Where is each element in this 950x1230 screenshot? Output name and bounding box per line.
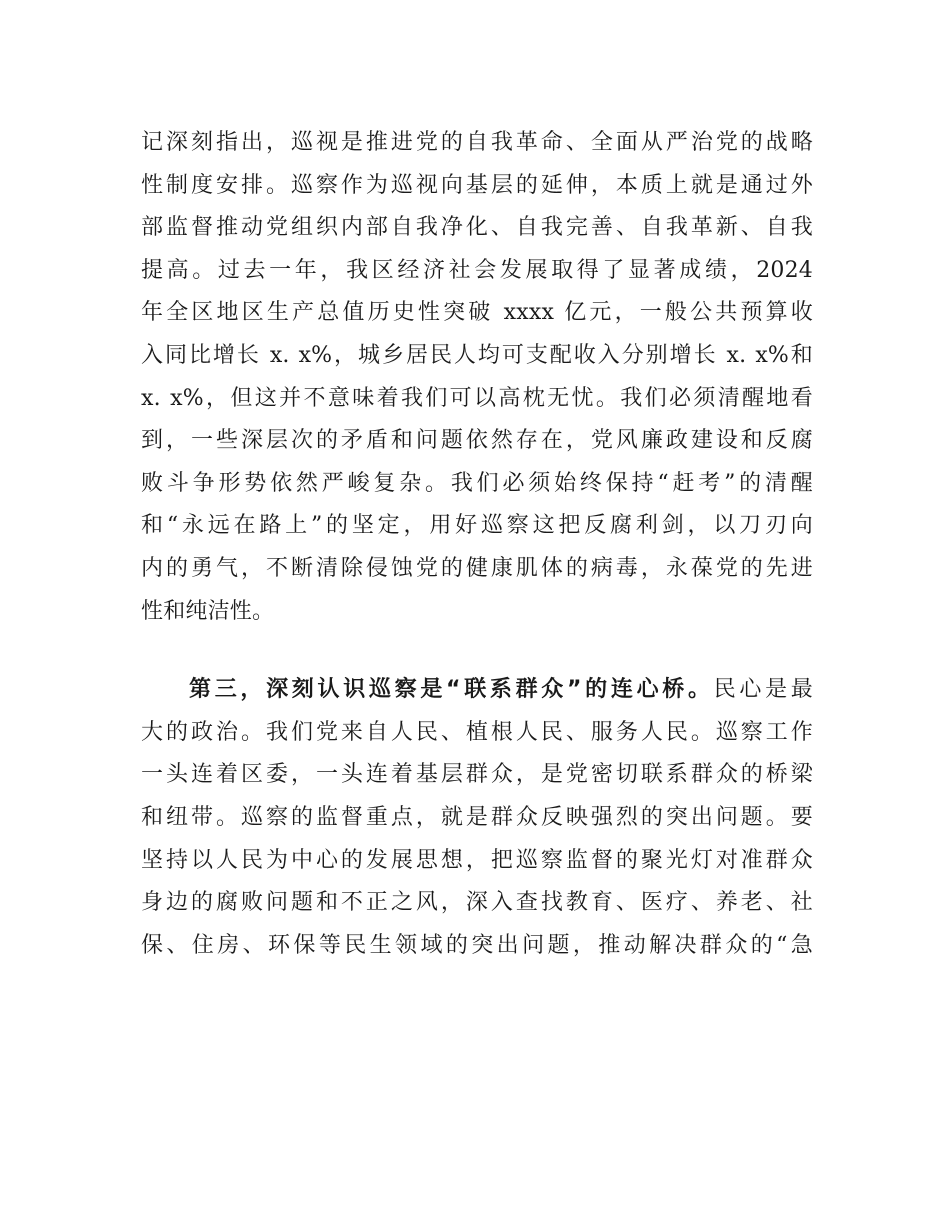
text-line: 记深刻指出，巡视是推进党的自我革命、全面从严治党的战略 bbox=[141, 130, 813, 155]
text-line: 身边的腐败问题和不正之风，深入查找教育、医疗、养老、社 bbox=[141, 890, 813, 916]
text-line-rest: 民心是最 bbox=[713, 677, 813, 703]
text-line: 大的政治。我们党来自人民、植根人民、服务人民。巡察工作 bbox=[141, 719, 813, 745]
text-line: 到，一些深层次的矛盾和问题依然存在，党风廉政建设和反腐 bbox=[141, 428, 813, 454]
text-line: 性和纯洁性。 bbox=[141, 598, 275, 624]
text-line: 年全区地区生产总值历史性突破 xxxx 亿元，一般公共预算收 bbox=[141, 300, 813, 326]
paragraph-first-line bbox=[141, 669, 813, 712]
paragraph-2 bbox=[141, 669, 813, 967]
text-line: x. x%，但这并不意味着我们可以高枕无忧。我们必须清醒地看 bbox=[141, 385, 813, 411]
text-line: 入同比增长 x. x%，城乡居民人均可支配收入分别增长 x. x%和 bbox=[141, 342, 813, 368]
document-body bbox=[141, 122, 813, 967]
text-line: 内的勇气，不断清除侵蚀党的健康肌体的病毒，永葆党的先进 bbox=[141, 555, 813, 581]
text-line: 部监督推动党组织内部自我净化、自我完善、自我革新、自我 bbox=[141, 215, 813, 241]
text-line: 坚持以人民为中心的发展思想，把巡察监督的聚光灯对准群众 bbox=[141, 847, 813, 873]
text-line: 一头连着区委，一头连着基层群众，是党密切联系群众的桥梁 bbox=[141, 762, 813, 788]
text-line: 提高。过去一年，我区经济社会发展取得了显著成绩，2024 bbox=[141, 257, 813, 283]
paragraph-spacer bbox=[141, 633, 813, 669]
section-heading: 第三，深刻认识巡察是“联系群众”的连心桥。 bbox=[189, 677, 714, 703]
paragraph-1 bbox=[141, 122, 813, 633]
text-line: 和“永远在路上”的坚定，用好巡察这把反腐利剑，以刀刃向 bbox=[141, 513, 813, 539]
text-line: 和纽带。巡察的监督重点，就是群众反映强烈的突出问题。要 bbox=[141, 804, 813, 830]
text-line: 保、住房、环保等民生领域的突出问题，推动解决群众的“急 bbox=[141, 932, 813, 958]
text-line: 败斗争形势依然严峻复杂。我们必须始终保持“赶考”的清醒 bbox=[141, 470, 813, 496]
text-line: 性制度安排。巡察作为巡视向基层的延伸，本质上就是通过外 bbox=[141, 172, 813, 198]
